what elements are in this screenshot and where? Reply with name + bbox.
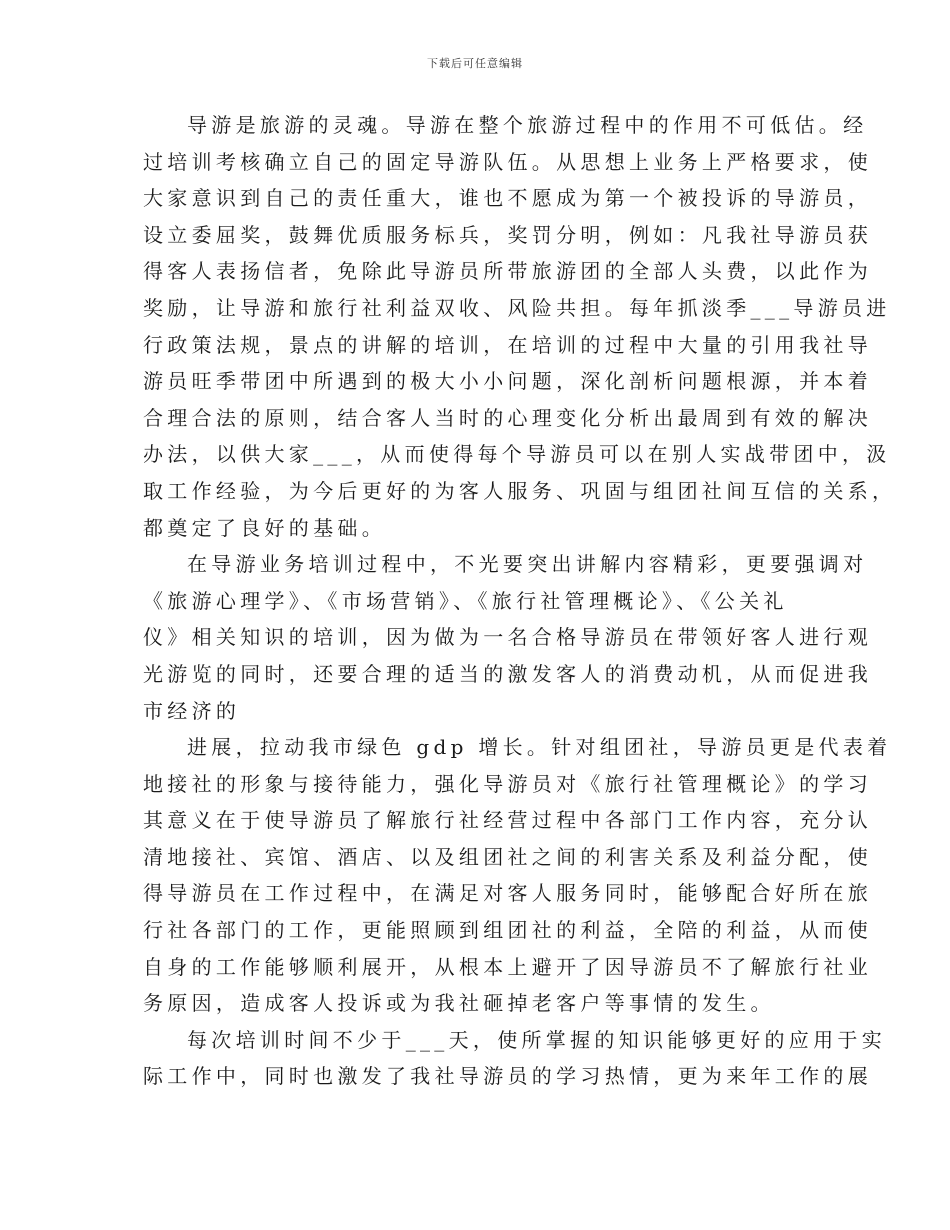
text-line: 行政策法规，景点的讲解的培训，在培训的过程中大量的引用我社导 <box>143 332 872 357</box>
document-body <box>143 107 897 1095</box>
text-line: 光游览的同时，还要合理的适当的激发客人的消费动机，从而促进我 <box>143 661 872 686</box>
text-line: 合理合法的原则，结合客人当时的心理变化分析出最周到有效的解决 <box>143 405 872 430</box>
text-line: 每次培训时间不少于___天，使所掌握的知识能够更好的应用于实 <box>187 1027 886 1052</box>
text-line: 办法，以供大家___，从而使得每个导游员可以在别人实战带团中，汲 <box>143 442 891 467</box>
text-line: 大家意识到自己的责任重大，谁也不愿成为第一个被投诉的导游员， <box>143 186 872 211</box>
text-line: 奖励，让导游和旅行社利益双收、风险共担。每年抓淡季___导游员进 <box>143 295 891 320</box>
text-line: 市经济的 <box>143 698 241 723</box>
text-line: 地接社的形象与接待能力，强化导游员对《旅行社管理概论》的学习 <box>143 771 872 796</box>
text-line: 得客人表扬信者，免除此导游员所带旅游团的全部人头费，以此作为 <box>143 259 872 284</box>
text-line: 进展，拉动我市绿色 gdp 增长。针对组团社，导游员更是代表着 <box>187 735 892 760</box>
text-line: 游员旺季带团中所遇到的极大小小问题，深化剖析问题根源，并本着 <box>143 369 872 394</box>
text-line: 清地接社、宾馆、酒店、以及组团社之间的利害关系及利益分配，使 <box>143 844 872 869</box>
text-line: 得导游员在工作过程中，在满足对客人服务同时，能够配合好所在旅 <box>143 881 872 906</box>
text-line: 在导游业务培训过程中，不光要突出讲解内容精彩，更要强调对 <box>187 552 868 577</box>
text-line: 取工作经验，为今后更好的为客人服务、巩固与组团社间互信的关系， <box>143 478 897 503</box>
text-line: 《旅游心理学》、《市场营销》、《旅行社管理概论》、《公关礼 <box>143 588 788 613</box>
text-line: 自身的工作能够顺利展开，从根本上避开了因导游员不了解旅行社业 <box>143 954 872 979</box>
text-line: 设立委屈奖，鼓舞优质服务标兵，奖罚分明，例如：凡我社导游员获 <box>143 222 872 247</box>
text-line: 务原因，造成客人投诉或为我社砸掉老客户等事情的发生。 <box>143 991 775 1016</box>
text-line: 都奠定了良好的基础。 <box>143 515 386 540</box>
page-header: 下载后可任意编辑 <box>427 57 523 70</box>
text-line: 行社各部门的工作，更能照顾到组团社的利益，全陪的利益，从而使 <box>143 918 872 943</box>
text-line: 导游是旅游的灵魂。导游在整个旅游过程中的作用不可低估。经 <box>187 113 868 137</box>
text-line: 仪》相关知识的培训，因为做为一名合格导游员在带领好客人进行观 <box>143 625 872 650</box>
text-line: 其意义在于使导游员了解旅行社经营过程中各部门工作内容，充分认 <box>143 808 872 833</box>
text-line: 过培训考核确立自己的固定导游队伍。从思想上业务上严格要求，使 <box>143 149 872 174</box>
text-line: 际工作中，同时也激发了我社导游员的学习热情，更为来年工作的展 <box>143 1064 872 1089</box>
